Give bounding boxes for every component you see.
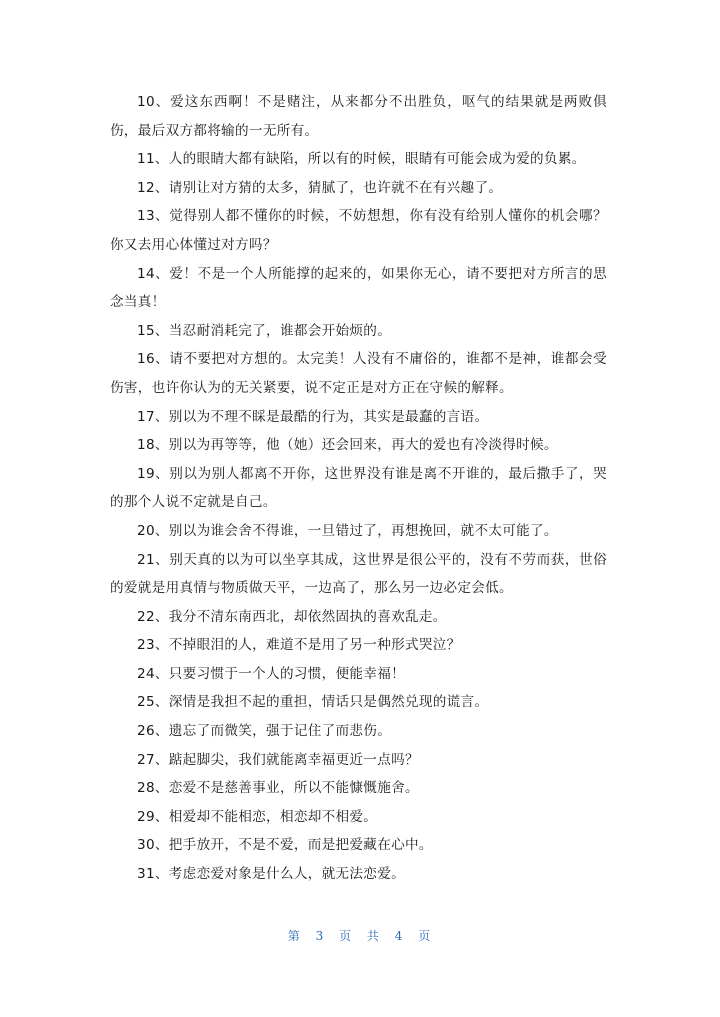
paragraph: 21、别天真的以为可以坐享其成，这世界是很公平的，没有不劳而获，世俗的爱就是用真情与物质做天平，一边高了，那么另一边必定会低。: [110, 551, 607, 597]
paragraph: 16、请不要把对方想的。太完美！人没有不庸俗的，谁都不是神，谁都会受伤害，也许你认为的无关紧要，说不定正是对方正在守候的解释。: [110, 351, 607, 396]
paragraph: 20、别以为谁会舍不得谁，一旦错过了，再想挽回，就不太可能了。: [137, 522, 558, 539]
paragraph: 18、别以为再等等，他（她）还会回来，再大的爱也有冷淡得时候。: [137, 437, 558, 454]
footer-label-gong: 共: [366, 929, 381, 943]
paragraph: 12、请别让对方猜的太多，猜腻了，也许就不在有兴趣了。: [137, 179, 503, 196]
paragraph: 14、爱！不是一个人所能撑的起来的，如果你无心，请不要把对方所言的思念当真！: [110, 265, 607, 311]
paragraph: 29、相爱却不能相恋，相恋却不相爱。: [137, 808, 378, 825]
footer-current-page: 3: [315, 929, 326, 943]
paragraph: 26、遗忘了而微笑，强于记住了而悲伤。: [137, 723, 392, 740]
footer-label-di: 第: [287, 929, 302, 943]
document-body: [110, 88, 607, 889]
paragraph: 13、觉得别人都不懂你的时候，不妨想想，你有没有给别人懂你的机会哪？你又去用心体懂过对方吗？: [110, 208, 607, 253]
paragraph: 28、恋爱不是慈善事业，所以不能慷慨施舍。: [137, 780, 419, 797]
paragraph: 24、只要习惯于一个人的习惯，便能幸福！: [137, 665, 405, 682]
paragraph: 17、别以为不理不睬是最酷的行为，其实是最蠢的言语。: [137, 408, 489, 425]
paragraph: 19、别以为别人都离不开你，这世界没有谁是离不开谁的，最后撒手了，哭的那个人说不定就是自己。: [110, 465, 607, 511]
paragraph: 11、人的眼睛大都有缺陷，所以有的时候，眼睛有可能会成为爱的负累。: [137, 151, 586, 168]
paragraph: 10、爱这东西啊！不是赌注，从来都分不出胜负，呕气的结果就是两败俱伤，最后双方都将输的一无所有。: [110, 94, 607, 139]
paragraph: 27、踮起脚尖，我们就能离幸福更近一点吗？: [137, 751, 419, 768]
paragraph: 25、深情是我担不起的重担，情话只是偶然兑现的谎言。: [137, 694, 489, 711]
paragraph: 30、把手放开，不是不爱，而是把爱藏在心中。: [137, 837, 433, 854]
paragraph: 23、不掉眼泪的人，难道不是用了另一种形式哭泣？: [137, 637, 461, 654]
paragraph: 15、当忍耐消耗完了，谁都会开始烦的。: [137, 322, 392, 339]
page-footer: [0, 927, 720, 944]
paragraph: 22、我分不清东南西北，却依然固执的喜欢乱走。: [137, 608, 447, 625]
paragraph: 31、考虑恋爱对象是什么人，就无法恋爱。: [137, 866, 405, 883]
footer-total-pages: 4: [394, 929, 405, 943]
footer-label-ye: 页: [339, 929, 354, 943]
footer-label-ye-2: 页: [418, 929, 433, 943]
